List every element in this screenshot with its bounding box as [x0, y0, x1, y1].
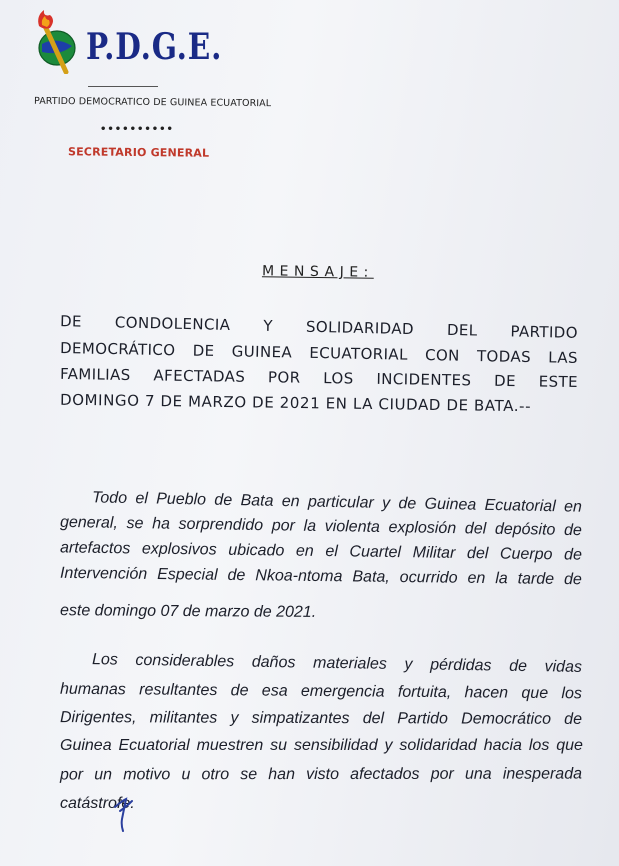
word: en	[467, 569, 486, 588]
word: violenta	[324, 518, 381, 536]
word: en	[281, 492, 300, 511]
word: del	[362, 710, 385, 728]
word: explosivos	[141, 540, 217, 559]
word: la	[495, 570, 508, 588]
word: Los	[91, 651, 118, 669]
word: por	[271, 517, 296, 535]
paragraph-line	[60, 709, 582, 729]
word: Intervención	[59, 564, 148, 583]
word: motivo	[123, 766, 171, 784]
paragraph-line	[60, 766, 582, 785]
word: de	[230, 682, 249, 700]
word: en	[563, 498, 583, 516]
word: hacen	[464, 684, 509, 702]
word: ubicado	[228, 541, 285, 560]
word: Nkoa-ntoma	[255, 567, 343, 586]
word: ha	[152, 515, 171, 533]
word: emergencia	[300, 682, 385, 701]
paragraph-line	[92, 489, 582, 516]
paragraph-line: este domingo 07 de marzo de 2021.	[59, 602, 317, 621]
paragraph-line	[60, 737, 583, 755]
paragraph-line	[60, 539, 582, 564]
word: militantes	[149, 709, 218, 727]
word: visto	[306, 765, 340, 784]
word: hacia	[483, 737, 522, 754]
word: su	[270, 737, 288, 754]
word: inesperada	[502, 765, 582, 783]
word: los	[561, 685, 582, 703]
word: de	[564, 710, 583, 728]
word: el	[135, 490, 149, 508]
word: GUINEA	[231, 342, 293, 362]
word: Especial	[157, 565, 218, 584]
word: Cuartel	[349, 543, 402, 562]
word: los	[528, 737, 550, 754]
word: humanas	[59, 680, 126, 699]
subject-line	[60, 365, 578, 391]
word: un	[94, 766, 113, 784]
subject-line: DOMINGO 7 DE MARZO DE 2021 EN LA CIUDAD DE BATA.--	[59, 390, 532, 416]
word: Todo	[91, 489, 128, 507]
word: DE	[59, 312, 83, 331]
word: resultantes	[139, 681, 218, 700]
word: LOS	[323, 369, 354, 388]
word: vidas	[544, 658, 583, 676]
word: y	[404, 656, 413, 674]
word: por	[430, 765, 454, 783]
word: por	[59, 766, 84, 784]
word: y	[230, 709, 239, 727]
party-full-name: PARTIDO DEMOCRATICO DE GUINEA ECUATORIAL	[33, 95, 272, 110]
word: general,	[59, 513, 118, 532]
office-title: SECRETARIO GENERAL	[67, 145, 210, 160]
paragraph-line	[60, 565, 582, 589]
paragraph-line	[92, 651, 582, 677]
word: u	[181, 766, 191, 784]
word: en	[295, 542, 314, 560]
word: particular	[307, 493, 374, 512]
word: sorprendido	[178, 515, 264, 535]
word: afectados	[350, 765, 420, 783]
word: depósito	[494, 520, 556, 539]
word: del	[466, 545, 489, 563]
word: del	[464, 520, 487, 538]
word: DEL	[446, 320, 478, 340]
word: PARTIDO	[510, 322, 579, 342]
word: INCIDENTES	[376, 369, 472, 390]
paragraph-line: catástrofe.	[60, 795, 135, 812]
word: tarde	[517, 570, 555, 588]
word: LAS	[548, 348, 579, 367]
word: considerables	[135, 651, 235, 671]
word: AFECTADAS	[153, 366, 246, 386]
word: Bata	[240, 492, 274, 510]
word: de	[563, 546, 583, 564]
word: una	[464, 765, 492, 783]
word: Guinea	[424, 495, 477, 514]
word: se	[126, 514, 144, 533]
handwritten-signature-icon	[112, 793, 136, 833]
word: Militar	[412, 544, 456, 562]
party-abbreviation: P.D.G.E.	[86, 26, 223, 68]
word: que	[521, 684, 549, 702]
word: Y	[263, 316, 274, 335]
word: Ecuatorial	[484, 496, 556, 516]
word: explosión	[388, 519, 457, 538]
word: Dirigentes,	[59, 709, 137, 727]
word: de	[214, 491, 233, 509]
word: Partido	[397, 710, 448, 728]
word: POR	[267, 368, 301, 387]
word: FAMILIAS	[59, 364, 131, 385]
word: CONDOLENCIA	[114, 313, 231, 334]
word: TODAS	[476, 347, 532, 367]
word: daños	[251, 653, 296, 672]
word: DE	[192, 341, 215, 360]
word: ECUATORIAL	[309, 343, 408, 364]
word: pérdidas	[430, 656, 492, 675]
word: ESTE	[538, 372, 579, 392]
paragraph-line	[60, 514, 582, 540]
dotted-separator: ••••••••••	[100, 124, 174, 135]
word: CON	[424, 346, 460, 365]
word: materiales	[312, 654, 387, 673]
word: muestren	[196, 737, 264, 754]
word: otro	[201, 766, 230, 784]
word: se	[240, 766, 258, 784]
word: Cuerpo	[499, 545, 553, 564]
word: ocurrido	[399, 568, 458, 587]
word: que	[556, 737, 583, 754]
word: Pueblo	[156, 490, 207, 509]
word: sensibilidad	[293, 737, 378, 754]
word: y	[381, 494, 391, 513]
word: Ecuatorial	[118, 737, 190, 754]
word: simpatizantes	[251, 709, 350, 728]
word: la	[303, 517, 317, 535]
word: fortuita,	[397, 683, 452, 702]
word: el	[325, 543, 338, 561]
word: y	[384, 737, 393, 754]
header-divider	[88, 86, 158, 87]
word: Guinea	[60, 737, 112, 754]
word: esa	[261, 682, 288, 700]
word: artefactos	[59, 539, 131, 558]
message-heading: MENSAJE:	[261, 263, 374, 281]
word: de	[227, 566, 246, 585]
word: de	[509, 657, 528, 675]
word: de	[563, 521, 583, 540]
subject-line	[60, 339, 578, 367]
word: de	[563, 570, 582, 589]
subject-line	[60, 312, 578, 342]
word: han	[268, 766, 295, 784]
word: DEMOCRÁTICO	[59, 339, 176, 360]
paragraph-line	[60, 681, 582, 704]
word: de	[398, 495, 417, 513]
word: SOLIDARIDAD	[305, 317, 415, 339]
word: Democrático	[461, 710, 552, 728]
torch-globe-logo-icon	[30, 6, 82, 74]
word: solidaridad	[399, 737, 477, 754]
word: DE	[493, 371, 517, 391]
word: Bata,	[352, 568, 390, 586]
